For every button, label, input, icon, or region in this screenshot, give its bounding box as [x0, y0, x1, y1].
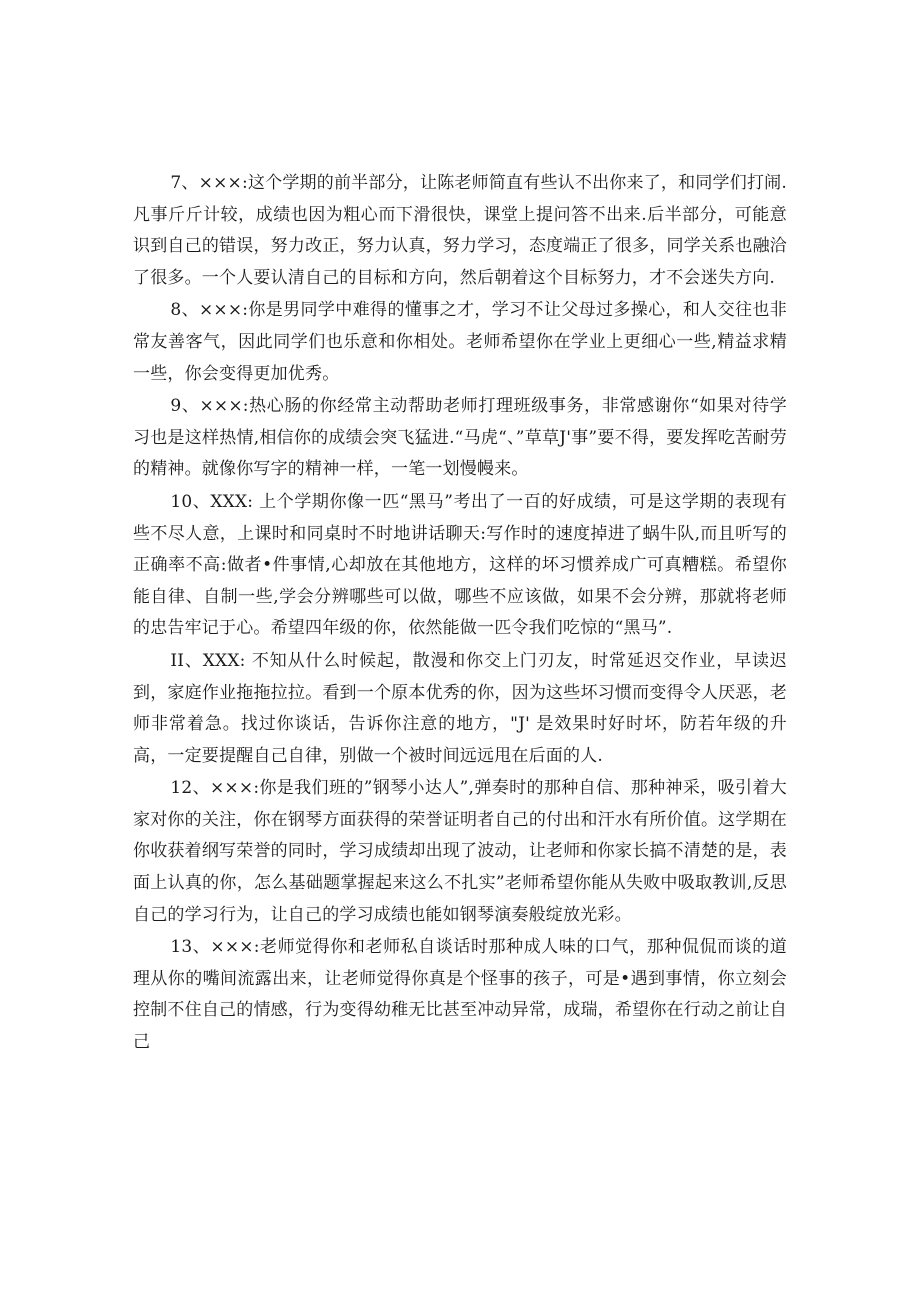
document-body: [133, 168, 787, 1060]
comment-paragraph-7: 7、×××:这个学期的前半部分，让陈老师简直有些认不出你来了，和同学们打闹.凡事斤斤计较，成绩也因为粗心而下滑很快，课堂上提问答不出来.后半部分，可能意识到自己的错误，努力改正，努力认真，努力学习，态度端正了很多，同学关系也融洽了很多。一个人要认清自己的目标和方向，然后朝着这个目标努力，才不会迷失方向.: [133, 173, 787, 288]
comment-paragraph-9: 9、×××:热心肠的你经常主动帮助老师打理班级事务，非常感谢你“如果对待学习也是这样热情,相信你的成绩会突飞猛进.“马虎“、”草草J'事”要不得，要发挥吃苦耐劳的精神。就像你写字的精神一样，一笔一划慢幔来。: [133, 396, 787, 480]
comment-paragraph-8: 8、×××:你是男同学中难得的懂事之才，学习不让父母过多操心，和人交往也非常友善客气，因此同学们也乐意和你相处。老师希望你在学业上更细心一些,精益求精一些，你会变得更加优秀。: [133, 300, 787, 384]
comment-paragraph-12: 12、×××:你是我们班的”钢琴小达人”,弹奏时的那种自信、那种神采，吸引着大家对你的关注，你在钢琴方面获得的荣誉证明者自己的付出和汗水有所价值。这学期在你收获着纲写荣誉的同时，学习成绩却出现了波动，让老师和你家长搞不清楚的是，表面上认真的你，怎么基础题掌握起来这么不扎实”老师希望你能从失败中吸取教训,反思自己的学习行为，让自己的学习成绩也能如钢琴演奏般绽放光彩。: [133, 778, 787, 925]
comment-paragraph-11: II、XXX: 不知从什么时候起，散漫和你交上门刃友，时常延迟交作业，早读迟到，家庭作业拖拖拉拉。看到一个原本优秀的你，因为这些坏习惯而变得令人厌恶，老师非常着急。找过你谈话，告诉你注意的地方，"J' 是效果时好时坏，防若年级的升高，一定要提醒自己自律，别做一个被时间远远甩在后面的人.: [133, 650, 787, 766]
comment-paragraph-10: 10、XXX: 上个学期你像一匹“黑马”考出了一百的好成绩，可是这学期的表现有些不尽人意，上课时和同桌时不时地讲话聊天:写作时的速度掉进了蜗牛队,而且听写的正确率不高:做者•件事情,心却放在其他地方，这样的坏习惯养成广可真糟糕。希望你能自律、自制一些,学会分辨哪些可以做，哪些不应该做，如果不会分辨，那就将老师的忠告牢记于心。希望四年级的你，依然能做一匹令我们吃惊的“黑马”.: [133, 491, 787, 639]
comment-paragraph-13: 13、×××:老师觉得你和老师私自谈话时那种成人味的口气，那种侃侃而谈的道理从你的嘴间流露出来，让老师觉得你真是个怪事的孩子，可是•遇到事情，你立刻会控制不住自己的情感，行为变得幼稚无比甚至冲动异常，成瑞，希望你在行动之前让自己: [133, 937, 787, 1053]
